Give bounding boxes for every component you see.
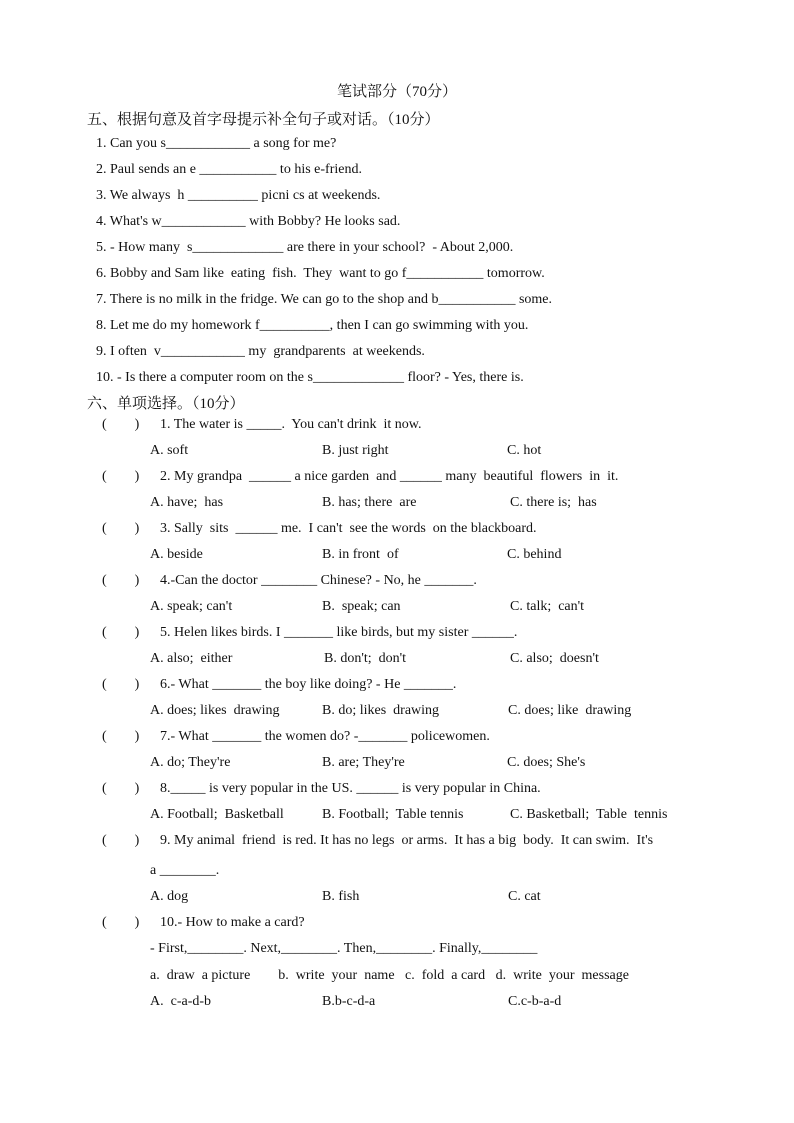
page-title: 笔试部分（70分） xyxy=(336,84,457,100)
question-5-stem: 5. Helen likes birds. I _______ like birds, but my sister ______. xyxy=(160,625,518,640)
question-6-option-b: B. do; likes drawing xyxy=(322,703,440,718)
question-10-blanks: - First,________. Next,________. Then,________. Finally,________ xyxy=(150,941,538,956)
question-7-stem: 7.- What _______ the women do? -_______ policewomen. xyxy=(160,729,490,744)
question-3-paren: ( ) xyxy=(102,521,140,536)
question-1-option-c: C. hot xyxy=(507,443,542,458)
question-10-steps: a. draw a picture b. write your name c. fold a card d. write your message xyxy=(150,968,629,983)
question-8-option-c: C. Basketball; Table tennis xyxy=(510,807,668,822)
question-4-stem: 4.-Can the doctor ________ Chinese? - No, he _______. xyxy=(160,573,477,588)
question-8-stem: 8._____ is very popular in the US. ______ is very popular in China. xyxy=(160,781,541,796)
question-4-paren: ( ) xyxy=(102,573,140,588)
question-2-option-a: A. have; has xyxy=(150,495,224,510)
fill-item-4: 4. What's w____________ with Bobby? He looks sad. xyxy=(96,214,401,229)
question-7-option-a: A. do; They're xyxy=(150,755,231,770)
question-10-paren: ( ) xyxy=(102,915,140,930)
question-5-paren: ( ) xyxy=(102,625,140,640)
question-6-option-c: C. does; like drawing xyxy=(508,703,632,718)
question-2-paren: ( ) xyxy=(102,469,140,484)
question-6-option-a: A. does; likes drawing xyxy=(150,703,280,718)
question-4-option-b: B. speak; can xyxy=(322,599,401,614)
question-5-option-c: C. also; doesn't xyxy=(510,651,599,666)
fill-item-3: 3. We always h __________ picni cs at weekends. xyxy=(96,188,381,203)
question-7-paren: ( ) xyxy=(102,729,140,744)
question-10-option-a: A. c-a-d-b xyxy=(150,994,212,1009)
question-4-option-a: A. speak; can't xyxy=(150,599,233,614)
question-6-paren: ( ) xyxy=(102,677,140,692)
question-9-stem: 9. My animal friend is red. It has no legs or arms. It has a big body. It can swim. It's xyxy=(160,833,654,848)
question-9-option-c: C. cat xyxy=(508,889,541,904)
question-1-option-a: A. soft xyxy=(150,443,189,458)
question-10-option-b: B.b-c-d-a xyxy=(322,994,376,1009)
fill-item-2: 2. Paul sends an e ___________ to his e-friend. xyxy=(96,162,362,177)
question-4-option-c: C. talk; can't xyxy=(510,599,585,614)
fill-item-6: 6. Bobby and Sam like eating fish. They want to go f___________ tomorrow. xyxy=(96,266,545,281)
fill-item-8: 8. Let me do my homework f__________, then I can go swimming with you. xyxy=(96,318,529,333)
fill-item-10: 10. - Is there a computer room on the s_____________ floor? - Yes, there is. xyxy=(96,370,524,385)
section-5-heading: 五、根据句意及首字母提示补全句子或对话。（10分） xyxy=(87,112,440,128)
question-8-paren: ( ) xyxy=(102,781,140,796)
question-3-option-a: A. beside xyxy=(150,547,203,562)
question-6-stem: 6.- What _______ the boy like doing? - He _______. xyxy=(160,677,457,692)
section-6-heading: 六、单项选择。（10分） xyxy=(87,396,245,412)
question-7-option-b: B. are; They're xyxy=(322,755,405,770)
question-7-option-c: C. does; She's xyxy=(507,755,586,770)
fill-item-7: 7. There is no milk in the fridge. We can go to the shop and b___________ some. xyxy=(96,292,553,307)
question-2-stem: 2. My grandpa ______ a nice garden and ______ many beautiful flowers in it. xyxy=(160,469,619,484)
question-5-option-a: A. also; either xyxy=(150,651,233,666)
question-9-option-a: A. dog xyxy=(150,889,189,904)
fill-item-1: 1. Can you s____________ a song for me? xyxy=(96,136,337,151)
question-3-stem: 3. Sally sits ______ me. I can't see the words on the blackboard. xyxy=(160,521,537,536)
question-2-option-c: C. there is; has xyxy=(510,495,597,510)
question-9-option-b: B. fish xyxy=(322,889,360,904)
question-1-paren: ( ) xyxy=(102,417,140,432)
question-9-stem-continued: a ________. xyxy=(150,863,220,878)
question-5-option-b: B. don't; don't xyxy=(324,651,407,666)
fill-item-5: 5. - How many s_____________ are there in your school? - About 2,000. xyxy=(96,240,514,255)
question-1-stem: 1. The water is _____. You can't drink it now. xyxy=(160,417,422,432)
question-9-paren: ( ) xyxy=(102,833,140,848)
question-1-option-b: B. just right xyxy=(322,443,389,458)
question-8-option-a: A. Football; Basketball xyxy=(150,807,284,822)
question-3-option-c: C. behind xyxy=(507,547,562,562)
fill-item-9: 9. I often v____________ my grandparents at weekends. xyxy=(96,344,425,359)
question-10-stem: 10.- How to make a card? xyxy=(160,915,305,930)
question-8-option-b: B. Football; Table tennis xyxy=(322,807,464,822)
question-3-option-b: B. in front of xyxy=(322,547,399,562)
question-10-option-c: C.c-b-a-d xyxy=(508,994,562,1009)
question-2-option-b: B. has; there are xyxy=(322,495,417,510)
